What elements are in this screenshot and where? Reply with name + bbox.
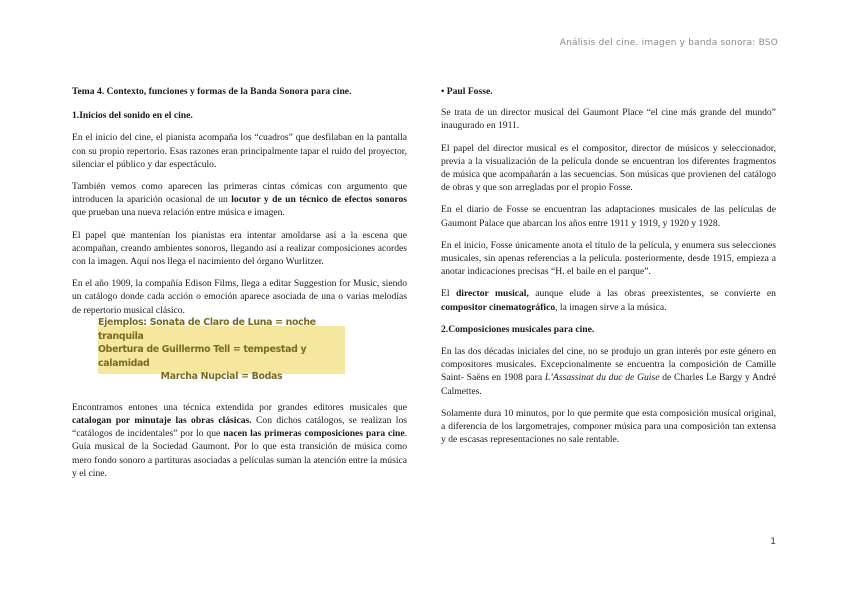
italic-text: L’Assassinat du duc de Guise [544,372,660,384]
text-run: También vemos como aparecen las primeras cintas cómicas con argumento que introducen la aparición ocasional de un [72,181,407,206]
text-run: . Guía musical de la Sociedad Gaumont. Por lo que esta transición de música como mero fondo sonoro a partituras asociadas a películas suman la atención entre la música y el cine. [72,428,407,479]
paragraph: En el año 1909, la compañía Edison Films, llega a editar Suggestion for Music, siendo un catálogo donde cada acción o emoción aparece asociada de una o varias melodías de repertorio musical clásico. [72,278,407,316]
examples-image [98,317,345,383]
paragraph: El papel del director musical es el compositor, director de músicos y seleccionador, previa a la visualización de la película donde se encuentran los diferentes fragmentos de música que acompañarán a las secuencias. Son músicas que provienen del catálogo de obras y que son arregladas por el propio Fosse. [441,142,776,194]
text-run: Encontramos entones una técnica extendida por grandes editores musicales que [72,401,407,413]
text-run: que prueban una nueva relación entre música e imagen. [72,207,285,219]
section-heading-1: 1.Inicios del sonido en el cine. [72,110,193,122]
bold-text: director musical, [455,288,529,300]
example-line: Marcha Nupcial = Bodas [160,371,283,383]
paragraph: En el inicio del cine, el pianista acompaña los “cuadros” que desfilaban en la pantalla con su propio repertorio. Esas razones eran principalmente tapar el ruido del proyector, silenciar el público y dar espectáculo. [72,132,407,170]
page-number: 1 [770,537,776,547]
text-run: aunque elude a las obras preexistentes, se convierte en [528,288,776,300]
paragraph: Se trata de un director musical del Gaumont Place “el cine más grande del mundo” inaugurado en 1911. [441,107,776,132]
example-line: Obertura de Guillermo Tell = tempestad y calamidad [98,344,307,369]
text-run: Con dichos catálogos, se realizan los “catálogos de incidentales” por lo que [72,415,407,440]
page-title: Tema 4. Contexto, funciones y formas de la Banda Sonora para cine. [72,86,352,97]
page-header: Análisis del cine. imagen y banda sonora: BSO [559,38,778,48]
right-column [441,85,776,455]
paragraph [72,180,407,220]
paragraph: Solamente dura 10 minutos, por lo que permite que esta composición musical original, a diferencia de los largometrajes, componer música para una composición tan extensa y de escasas representaciones no sale rentable. [441,407,776,446]
bold-text: compositor cinematográfico [441,301,556,313]
paragraph: El papel que mantenían los pianistas era intentar amoldarse así a la escena que acompañan, creando ambientes sonoros, llegando así a realizar composiciones acordes con la imagen. Aquí nos llega el nacimiento del órgano Wurlitzer. [72,229,407,268]
bold-text: catalogan por minutaje las obras clásicas. [72,415,252,427]
paragraph [72,401,407,480]
example-line: Ejemplos: Sonata de Claro de Luna = noche tranquila [98,317,316,342]
paragraph: En el diario de Fosse se encuentran las adaptaciones musicales de las películas de Gaumont Palace que abarcan los años entre 1911 y 1919, y 1920 y 1928. [441,204,776,229]
text-run: El [441,288,456,300]
paragraph [441,345,776,398]
section-heading-2: 2.Composiciones musicales para cine. [441,323,595,335]
paragraph [441,287,776,313]
bullet-heading: • Paul Fosse. [441,86,493,97]
text-run: de Charles Le Bargy y André Calmettes. [441,372,776,397]
bold-text: nacen las primeras composiciones para cine [223,428,405,440]
left-column [72,85,407,489]
text-run: , la imagen sirve a la música. [555,301,667,313]
paragraph: En el inicio, Fosse únicamente anota el título de la película, y enumera sus selecciones musicales, sin apenas referencias a la película. posteriormente, desde 1915, empieza a anotar indicaciones precisas “H. el baile en el parque”. [441,239,776,278]
bold-text: locutor y de un técnico de efectos sonoros [231,194,407,206]
text-run: En las dos décadas iniciales del cine, no se produjo un gran interés por este género en compositores musicales. Excepcionalmente se encuentra la composición de Camille Saint- Saëns en 1908 para [441,346,776,384]
